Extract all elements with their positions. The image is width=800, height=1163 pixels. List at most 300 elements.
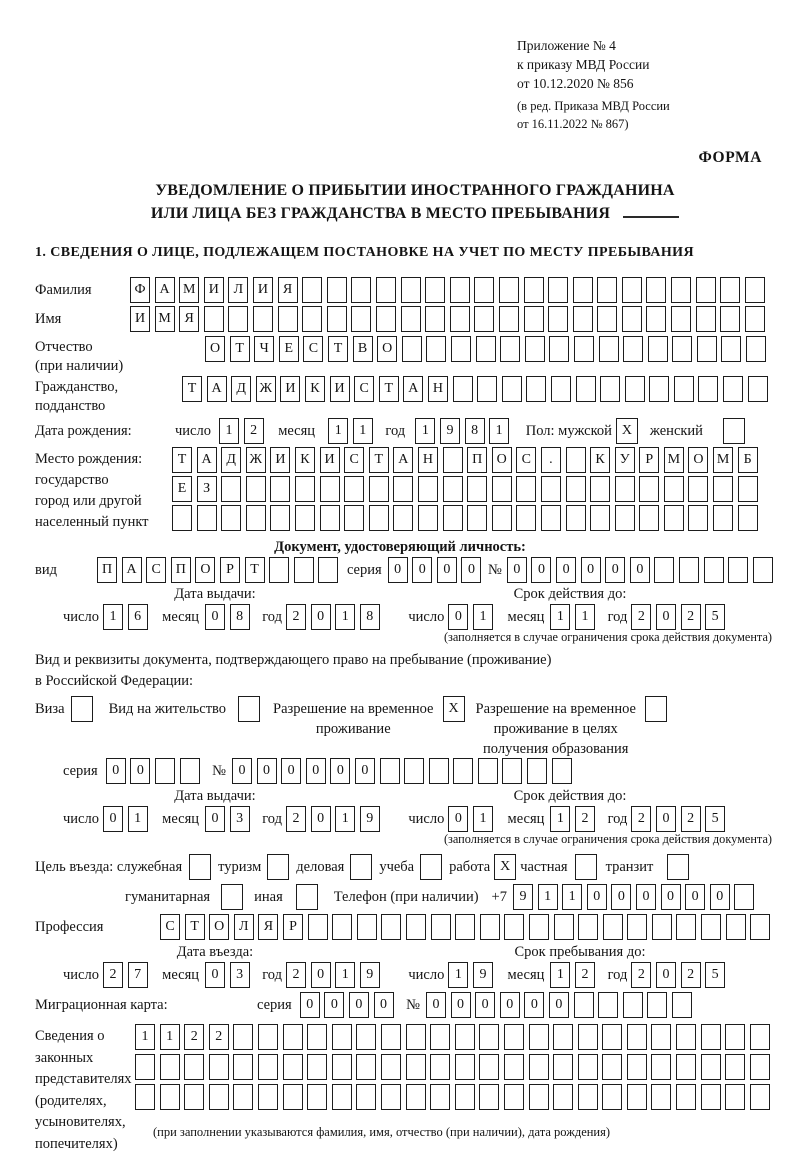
char-cell-empty bbox=[402, 336, 422, 362]
char-cell-empty bbox=[278, 306, 298, 332]
char-cell-empty bbox=[308, 914, 328, 940]
purpose-humanitarian-checkbox bbox=[221, 884, 243, 910]
char-cell-filled: Т bbox=[230, 336, 250, 362]
char-cell-empty bbox=[541, 505, 561, 531]
char-cell-empty bbox=[270, 476, 290, 502]
char-cell-empty bbox=[524, 277, 544, 303]
char-cell-filled: 5 bbox=[705, 604, 725, 630]
char-cell-empty bbox=[318, 557, 338, 583]
residence-doc-intro-line2: в Российской Федерации: bbox=[35, 673, 194, 689]
residence-issue-month-label: месяц bbox=[162, 811, 200, 827]
residence-doc-intro-line1: Вид и реквизиты документа, подтверждающего право на пребывание (проживание) bbox=[35, 652, 552, 668]
char-cell-filled: Н bbox=[418, 447, 438, 473]
char-cell-empty bbox=[615, 476, 635, 502]
residence-issue-day-cells bbox=[103, 806, 152, 832]
char-cell-empty bbox=[679, 557, 699, 583]
char-cell-filled: 0 bbox=[330, 758, 350, 784]
char-cell-filled: 2 bbox=[184, 1024, 204, 1050]
entry-date-title: Дата въезда: bbox=[176, 944, 254, 960]
char-cell-empty bbox=[450, 277, 470, 303]
char-cell-filled: 0 bbox=[531, 557, 551, 583]
char-cell-empty bbox=[574, 336, 594, 362]
surname-cells bbox=[130, 277, 769, 303]
char-cell-empty bbox=[600, 376, 620, 402]
char-cell-filled: Я bbox=[258, 914, 278, 940]
patronymic-label-line2: (при наличии) bbox=[35, 357, 124, 374]
char-cell-filled: 2 bbox=[575, 962, 595, 988]
char-cell-filled: 8 bbox=[465, 418, 485, 444]
char-cell-empty bbox=[474, 277, 494, 303]
char-cell-empty bbox=[233, 1084, 253, 1110]
char-cell-filled: 0 bbox=[656, 604, 676, 630]
char-cell-empty bbox=[622, 277, 642, 303]
char-cell-filled: 0 bbox=[656, 806, 676, 832]
birth-place-label-line1: Место рождения: bbox=[35, 451, 143, 467]
char-cell-empty bbox=[720, 306, 740, 332]
identity-valid-day-label: число bbox=[408, 609, 445, 625]
char-cell-empty bbox=[672, 336, 692, 362]
char-cell-empty bbox=[221, 505, 241, 531]
char-cell-filled: У bbox=[615, 447, 635, 473]
representatives-block bbox=[35, 1024, 800, 1155]
char-cell-filled: Д bbox=[231, 376, 251, 402]
char-cell-empty bbox=[745, 277, 765, 303]
char-cell-filled: 1 bbox=[473, 604, 493, 630]
purpose-private-label: частная bbox=[520, 858, 568, 875]
birth-place-label-line3: город или другой bbox=[35, 493, 142, 509]
char-cell-empty bbox=[197, 505, 217, 531]
char-cell-filled: П bbox=[171, 557, 191, 583]
citizenship-cells bbox=[182, 376, 772, 402]
char-cell-filled: 0 bbox=[636, 884, 656, 910]
form-title-line2: ИЛИ ЛИЦА БЕЗ ГРАЖДАНСТВА В МЕСТО ПРЕБЫВАНИЯ bbox=[150, 205, 611, 222]
char-cell-filled: 1 bbox=[489, 418, 509, 444]
char-cell-empty bbox=[455, 1024, 475, 1050]
char-cell-empty bbox=[283, 1024, 303, 1050]
char-cell-empty bbox=[302, 277, 322, 303]
char-cell-empty bbox=[228, 306, 248, 332]
char-cell-filled: 0 bbox=[388, 557, 408, 583]
char-cell-filled: 2 bbox=[103, 962, 123, 988]
residence-valid-year-cells bbox=[631, 806, 729, 832]
stay-day-cells bbox=[448, 962, 497, 988]
char-cell-empty bbox=[516, 505, 536, 531]
char-cell-empty bbox=[676, 1024, 696, 1050]
section1-heading: 1. СВЕДЕНИЯ О ЛИЦЕ, ПОДЛЕЖАЩЕМ ПОСТАНОВКЕ НА УЧЕТ ПО МЕСТУ ПРЕБЫВАНИЯ bbox=[35, 245, 694, 260]
form-title bbox=[0, 179, 800, 225]
char-cell-filled: А bbox=[403, 376, 423, 402]
char-cell-empty bbox=[553, 1054, 573, 1080]
char-cell-filled: Д bbox=[221, 447, 241, 473]
char-cell-empty bbox=[529, 1024, 549, 1050]
char-cell-empty bbox=[425, 306, 445, 332]
char-cell-filled: М bbox=[179, 277, 199, 303]
char-cell-empty bbox=[307, 1054, 327, 1080]
residence-valid-month-label: месяц bbox=[507, 811, 545, 827]
amendment-line-2: от 16.11.2022 № 867) bbox=[517, 117, 629, 131]
residence-doc-series-row bbox=[35, 758, 800, 784]
representatives-label: Сведения о законных представителях (родителях, усыновителях, попечителях) bbox=[35, 1028, 132, 1152]
char-cell-empty bbox=[516, 476, 536, 502]
char-cell-filled: 6 bbox=[128, 604, 148, 630]
char-cell-empty bbox=[639, 476, 659, 502]
birth-year-cells bbox=[415, 418, 513, 444]
char-cell-filled: 0 bbox=[581, 557, 601, 583]
char-cell-empty bbox=[443, 476, 463, 502]
char-cell-empty bbox=[725, 1084, 745, 1110]
char-cell-filled: 0 bbox=[448, 604, 468, 630]
appendix-line-3: от 10.12.2020 № 856 bbox=[517, 76, 634, 91]
residence-doc-series-cells bbox=[106, 758, 204, 784]
char-cell-empty bbox=[480, 914, 500, 940]
identity-issue-year-cells bbox=[286, 604, 384, 630]
char-cell-filled: 2 bbox=[631, 806, 651, 832]
identity-valid-month-cells bbox=[550, 604, 599, 630]
char-cell-filled: 0 bbox=[103, 806, 123, 832]
stay-month-label: месяц bbox=[507, 967, 545, 983]
birth-place-label-line4: населенный пункт bbox=[35, 514, 149, 530]
char-cell-empty bbox=[625, 376, 645, 402]
char-cell-empty bbox=[184, 1054, 204, 1080]
char-cell-filled: В bbox=[353, 336, 373, 362]
residence-valid-month-cells bbox=[550, 806, 599, 832]
char-cell-empty bbox=[525, 336, 545, 362]
char-cell-empty bbox=[160, 1054, 180, 1080]
char-cell-filled: 0 bbox=[205, 806, 225, 832]
char-cell-filled: 1 bbox=[562, 884, 582, 910]
char-cell-empty bbox=[369, 505, 389, 531]
amendment-reference bbox=[517, 97, 800, 133]
char-cell-empty bbox=[623, 992, 643, 1018]
char-cell-filled: 0 bbox=[257, 758, 277, 784]
char-cell-empty bbox=[455, 1054, 475, 1080]
identity-doc-row bbox=[35, 557, 800, 583]
identity-valid-month-label: месяц bbox=[507, 609, 545, 625]
char-cell-empty bbox=[698, 376, 718, 402]
char-cell-empty bbox=[246, 476, 266, 502]
char-cell-filled: 1 bbox=[550, 604, 570, 630]
char-cell-empty bbox=[541, 476, 561, 502]
char-cell-empty bbox=[294, 557, 314, 583]
char-cell-empty bbox=[723, 376, 743, 402]
char-cell-empty bbox=[332, 1054, 352, 1080]
char-cell-filled: И bbox=[270, 447, 290, 473]
char-cell-empty bbox=[233, 1054, 253, 1080]
residence-doc-number-cells bbox=[232, 758, 576, 784]
char-cell-filled: Ж bbox=[246, 447, 266, 473]
identity-issue-month-label: месяц bbox=[162, 609, 200, 625]
char-cell-empty bbox=[602, 1054, 622, 1080]
identity-valid-year-label: год bbox=[607, 609, 628, 625]
char-cell-empty bbox=[356, 1054, 376, 1080]
purpose-tourism-checkbox bbox=[267, 854, 289, 880]
char-cell-filled: С bbox=[344, 447, 364, 473]
char-cell-empty bbox=[639, 505, 659, 531]
purpose-transit-checkbox bbox=[667, 854, 689, 880]
char-cell-filled: 0 bbox=[685, 884, 705, 910]
char-cell-empty bbox=[576, 376, 596, 402]
char-cell-filled: 3 bbox=[230, 962, 250, 988]
char-cell-empty bbox=[651, 1054, 671, 1080]
char-cell-filled: Я bbox=[278, 277, 298, 303]
identity-doc-note: (заполняется в случае ограничения срока действия документа) bbox=[443, 630, 772, 644]
char-cell-filled: 1 bbox=[335, 604, 355, 630]
char-cell-empty bbox=[627, 914, 647, 940]
char-cell-empty bbox=[573, 306, 593, 332]
sex-female-checkbox bbox=[723, 418, 745, 444]
char-cell-empty bbox=[283, 1084, 303, 1110]
char-cell-empty bbox=[527, 758, 547, 784]
char-cell-filled: 1 bbox=[353, 418, 373, 444]
char-cell-empty bbox=[602, 1084, 622, 1110]
surname-row bbox=[35, 277, 800, 303]
char-cell-empty bbox=[701, 1084, 721, 1110]
citizenship-label bbox=[35, 376, 182, 414]
char-cell-empty bbox=[664, 505, 684, 531]
char-cell-empty bbox=[651, 1024, 671, 1050]
char-cell-filled: Р bbox=[220, 557, 240, 583]
char-cell-filled: 0 bbox=[475, 992, 495, 1018]
char-cell-empty bbox=[180, 758, 200, 784]
identity-doc-series-label: серия bbox=[346, 562, 382, 578]
char-cell-empty bbox=[738, 505, 758, 531]
char-cell-filled: С bbox=[354, 376, 374, 402]
char-cell-empty bbox=[623, 336, 643, 362]
char-cell-empty bbox=[401, 277, 421, 303]
char-cell-filled: 3 bbox=[230, 806, 250, 832]
birth-place-cells bbox=[172, 447, 762, 534]
char-cell-empty bbox=[135, 1084, 155, 1110]
char-cell-filled: П bbox=[467, 447, 487, 473]
char-cell-filled: 0 bbox=[656, 962, 676, 988]
char-cell-empty bbox=[451, 336, 471, 362]
char-cell-empty bbox=[750, 914, 770, 940]
char-cell-empty bbox=[726, 914, 746, 940]
char-cell-filled: 5 bbox=[705, 962, 725, 988]
char-cell-empty bbox=[627, 1054, 647, 1080]
char-cell-empty bbox=[453, 376, 473, 402]
visa-checkbox bbox=[71, 696, 93, 722]
purpose-phone-row bbox=[35, 884, 800, 910]
phone-prefix: +7 bbox=[491, 888, 507, 905]
char-cell-empty bbox=[499, 306, 519, 332]
char-cell-empty bbox=[307, 1024, 327, 1050]
patronymic-label bbox=[35, 336, 205, 374]
visa-label: Виза bbox=[35, 701, 65, 717]
sex-female-label: женский bbox=[649, 423, 703, 439]
char-cell-empty bbox=[474, 306, 494, 332]
option-residence-permit bbox=[109, 696, 260, 722]
title-underline bbox=[623, 203, 679, 218]
identity-issue-month-cells bbox=[205, 604, 254, 630]
char-cell-empty bbox=[554, 914, 574, 940]
char-cell-filled: 1 bbox=[335, 962, 355, 988]
char-cell-empty bbox=[627, 1084, 647, 1110]
stay-day-label: число bbox=[408, 967, 445, 983]
char-cell-filled: 0 bbox=[106, 758, 126, 784]
char-cell-empty bbox=[209, 1084, 229, 1110]
char-cell-empty bbox=[221, 476, 241, 502]
char-cell-empty bbox=[406, 1084, 426, 1110]
citizenship-label-line2: подданство bbox=[35, 397, 106, 414]
char-cell-empty bbox=[566, 447, 586, 473]
char-cell-filled: О bbox=[688, 447, 708, 473]
char-cell-filled: 1 bbox=[335, 806, 355, 832]
char-cell-empty bbox=[746, 336, 766, 362]
entry-year-cells bbox=[286, 962, 384, 988]
char-cell-empty bbox=[307, 1084, 327, 1110]
char-cell-empty bbox=[160, 1084, 180, 1110]
char-cell-empty bbox=[504, 1084, 524, 1110]
birth-month-label: месяц bbox=[278, 423, 316, 439]
purpose-tourism-label: туризм bbox=[218, 858, 262, 875]
char-cell-empty bbox=[302, 306, 322, 332]
char-cell-empty bbox=[671, 306, 691, 332]
profession-label: Профессия bbox=[35, 919, 104, 935]
residence-issue-title: Дата выдачи: bbox=[174, 788, 256, 804]
migration-card-label: Миграционная карта: bbox=[35, 997, 168, 1013]
char-cell-filled: 2 bbox=[244, 418, 264, 444]
char-cell-empty bbox=[477, 376, 497, 402]
residence-doc-dates-row bbox=[35, 806, 800, 832]
identity-doc-type-cells bbox=[97, 557, 343, 583]
residence-doc-series-label: серия bbox=[63, 763, 98, 779]
char-cell-empty bbox=[500, 336, 520, 362]
char-cell-empty bbox=[504, 1024, 524, 1050]
char-cell-filled: Р bbox=[283, 914, 303, 940]
char-cell-empty bbox=[443, 505, 463, 531]
char-cell-empty bbox=[552, 758, 572, 784]
char-cell-empty bbox=[652, 914, 672, 940]
char-cell-filled: М bbox=[664, 447, 684, 473]
identity-issue-year-label: год bbox=[262, 609, 282, 625]
char-cell-filled: Р bbox=[639, 447, 659, 473]
identity-doc-type-label: вид bbox=[35, 562, 57, 578]
char-cell-empty bbox=[578, 1054, 598, 1080]
char-cell-empty bbox=[332, 1024, 352, 1050]
char-cell-filled: Л bbox=[228, 277, 248, 303]
char-cell-empty bbox=[728, 557, 748, 583]
residence-issue-day-label: число bbox=[63, 811, 99, 827]
char-cell-empty bbox=[381, 914, 401, 940]
char-cell-filled: М bbox=[713, 447, 733, 473]
char-cell-filled: Т bbox=[172, 447, 192, 473]
char-cell-empty bbox=[504, 1054, 524, 1080]
char-cell-filled: А bbox=[155, 277, 175, 303]
char-cell-filled: И bbox=[320, 447, 340, 473]
char-cell-empty bbox=[696, 277, 716, 303]
residence-valid-day-label: число bbox=[408, 811, 445, 827]
char-cell-filled: 2 bbox=[631, 962, 651, 988]
char-cell-filled: К bbox=[590, 447, 610, 473]
char-cell-filled: 8 bbox=[360, 604, 380, 630]
name-row bbox=[35, 306, 800, 332]
char-cell-filled: 0 bbox=[461, 557, 481, 583]
char-cell-empty bbox=[327, 277, 347, 303]
char-cell-empty bbox=[701, 1024, 721, 1050]
char-cell-filled: . bbox=[541, 447, 561, 473]
residence-issue-month-cells bbox=[205, 806, 254, 832]
char-cell-filled: И bbox=[280, 376, 300, 402]
char-cell-filled: Т bbox=[182, 376, 202, 402]
char-cell-empty bbox=[529, 1054, 549, 1080]
char-cell-filled: 1 bbox=[160, 1024, 180, 1050]
migration-card-row bbox=[35, 992, 800, 1018]
purpose-work-checkbox: X bbox=[494, 854, 516, 880]
residence-doc-note: (заполняется в случае ограничения срока действия документа) bbox=[443, 832, 772, 846]
char-cell-empty bbox=[721, 336, 741, 362]
representatives-note: (при заполнении указываются фамилия, имя, отчество (при наличии), дата рождения) bbox=[153, 1125, 611, 1139]
appendix-reference bbox=[517, 36, 800, 133]
char-cell-empty bbox=[406, 1054, 426, 1080]
char-cell-filled: С bbox=[516, 447, 536, 473]
char-cell-empty bbox=[750, 1024, 770, 1050]
char-cell-filled: 0 bbox=[324, 992, 344, 1018]
char-cell-filled: 0 bbox=[306, 758, 326, 784]
char-cell-empty bbox=[429, 758, 449, 784]
char-cell-empty bbox=[720, 277, 740, 303]
phone-label: Телефон (при наличии) bbox=[333, 888, 479, 905]
char-cell-empty bbox=[713, 476, 733, 502]
char-cell-empty bbox=[376, 277, 396, 303]
char-cell-empty bbox=[258, 1054, 278, 1080]
char-cell-empty bbox=[430, 1084, 450, 1110]
char-cell-filled: 0 bbox=[451, 992, 471, 1018]
char-cell-filled: 1 bbox=[103, 604, 123, 630]
char-cell-empty bbox=[455, 914, 475, 940]
sex-male-checkbox: X bbox=[616, 418, 638, 444]
identity-doc-dates-row bbox=[35, 604, 800, 630]
residence-doc-intro bbox=[35, 650, 800, 692]
char-cell-filled: 0 bbox=[232, 758, 252, 784]
char-cell-empty bbox=[697, 336, 717, 362]
char-cell-filled: О bbox=[492, 447, 512, 473]
char-cell-filled: 0 bbox=[355, 758, 375, 784]
char-cell-filled: О bbox=[195, 557, 215, 583]
char-cell-empty bbox=[393, 476, 413, 502]
char-cell-empty bbox=[418, 476, 438, 502]
char-cell-empty bbox=[553, 1084, 573, 1110]
residence-valid-year-label: год bbox=[607, 811, 628, 827]
form-body bbox=[35, 277, 800, 1155]
purpose-other-checkbox bbox=[296, 884, 318, 910]
char-cell-empty bbox=[725, 1024, 745, 1050]
char-cell-filled: А bbox=[393, 447, 413, 473]
char-cell-filled: И bbox=[130, 306, 150, 332]
char-cell-empty bbox=[401, 306, 421, 332]
patronymic-row bbox=[35, 336, 800, 374]
char-cell-empty bbox=[492, 505, 512, 531]
char-cell-empty bbox=[753, 557, 773, 583]
char-cell-empty bbox=[578, 1024, 598, 1050]
identity-issue-day-label: число bbox=[63, 609, 99, 625]
char-cell-filled: 9 bbox=[513, 884, 533, 910]
residence-permit-label: Вид на жительство bbox=[108, 701, 227, 717]
char-cell-empty bbox=[674, 376, 694, 402]
citizenship-row bbox=[35, 376, 800, 414]
phone-cells bbox=[513, 884, 759, 910]
char-cell-empty bbox=[750, 1054, 770, 1080]
char-cell-filled: 0 bbox=[374, 992, 394, 1018]
char-cell-filled: 2 bbox=[681, 604, 701, 630]
char-cell-empty bbox=[344, 505, 364, 531]
char-cell-filled: 0 bbox=[549, 992, 569, 1018]
char-cell-filled: 1 bbox=[415, 418, 435, 444]
char-cell-empty bbox=[320, 505, 340, 531]
char-cell-empty bbox=[283, 1054, 303, 1080]
profession-row bbox=[35, 914, 800, 940]
migration-card-series-cells bbox=[300, 992, 398, 1018]
